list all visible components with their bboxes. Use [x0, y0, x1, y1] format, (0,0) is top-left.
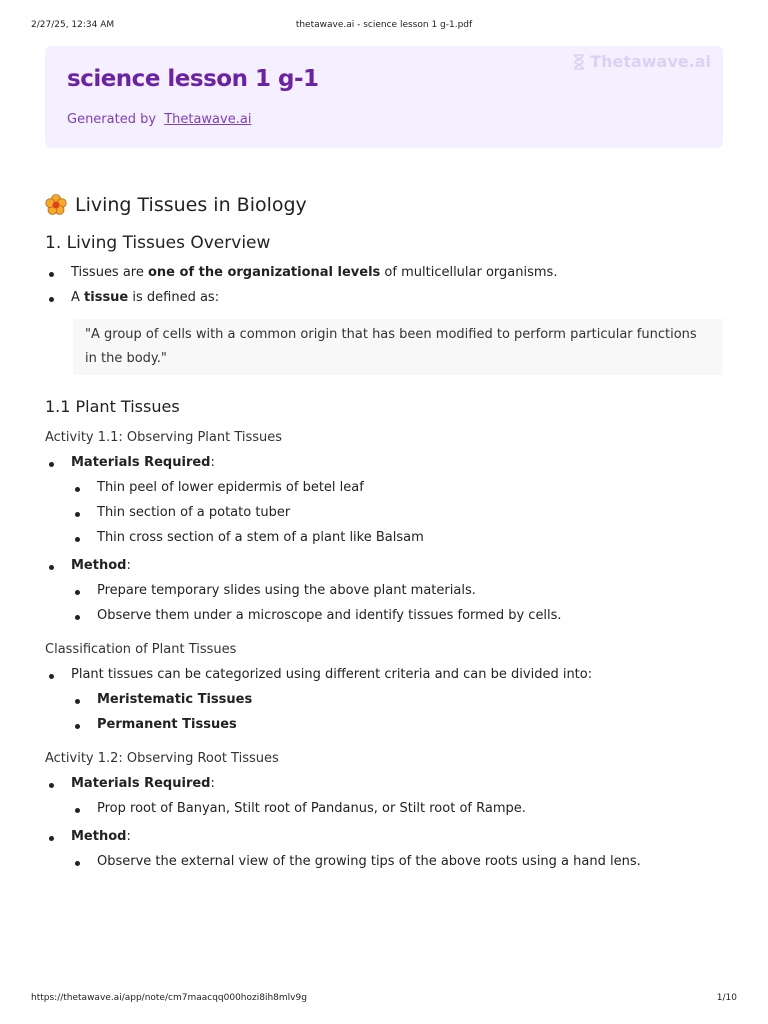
list-item: Materials Required: Prop root of Banyan, Stilt root of Pandanus, or Stilt root of Rampe.	[45, 776, 723, 816]
activity-2-list	[45, 776, 723, 869]
note-content	[45, 194, 723, 869]
list-item: Observe them under a microscope and identify tissues formed by cells.	[71, 608, 723, 623]
main-heading-text: Living Tissues in Biology	[75, 194, 307, 216]
list-item: A tissue is defined as:	[45, 290, 723, 305]
overview-heading: 1. Living Tissues Overview	[45, 233, 271, 253]
list-item: Prepare temporary slides using the above plant materials.	[71, 583, 723, 598]
definition-quote: "A group of cells with a common origin that has been modified to perform particular functions in the body."	[73, 319, 723, 375]
method-label: Method	[71, 829, 127, 844]
list-item: Thin peel of lower epidermis of betel leaf	[71, 480, 723, 495]
list-item: Observe the external view of the growing tips of the above roots using a hand lens.	[71, 854, 723, 869]
list-item: Tissues are one of the organizational levels of multicellular organisms.	[45, 265, 723, 280]
watermark	[572, 52, 711, 71]
watermark-text: Thetawave.ai	[590, 52, 711, 71]
materials-list	[71, 801, 723, 816]
activity-1-list	[45, 455, 723, 623]
materials-label: Materials Required	[71, 776, 211, 791]
list-item: Permanent Tissues	[71, 717, 723, 732]
plant-tissues-heading: 1.1 Plant Tissues	[45, 397, 180, 416]
list-item: Thin cross section of a stem of a plant like Balsam	[71, 530, 723, 545]
print-url: https://thetawave.ai/app/note/cm7maacqq000hozi8ih8mlv9g	[31, 993, 307, 1003]
activity-1-title: Activity 1.1: Observing Plant Tissues	[45, 430, 283, 445]
thetawave-link[interactable]: Thetawave.ai	[164, 112, 252, 127]
list-item: Method: Observe the external view of the growing tips of the above roots using a hand lens.	[45, 829, 723, 869]
hourglass-icon	[572, 54, 586, 70]
method-list	[71, 854, 723, 869]
list-item: Prop root of Banyan, Stilt root of Pandanus, or Stilt root of Rampe.	[71, 801, 723, 816]
generated-by-label: Generated by	[67, 112, 157, 127]
classification-title: Classification of Plant Tissues	[45, 642, 237, 657]
materials-label: Materials Required	[71, 455, 211, 470]
list-item: Materials Required: Thin peel of lower epidermis of betel leaf Thin section of a potato tuber Thin cross section of a stem of a plant like Balsam	[45, 455, 723, 545]
list-item: Plant tissues can be categorized using different criteria and can be divided into: Meristematic Tissues Permanent Tissues	[45, 667, 723, 732]
activity-2-title: Activity 1.2: Observing Root Tissues	[45, 751, 279, 766]
page-number: 1/10	[716, 993, 737, 1003]
materials-list	[71, 480, 723, 545]
classification-list	[45, 667, 723, 732]
list-item: Meristematic Tissues	[71, 692, 723, 707]
list-item: Method: Prepare temporary slides using the above plant materials. Observe them under a microscope and identify tissues formed by cells.	[45, 558, 723, 623]
note-banner	[45, 46, 723, 148]
bold-text: one of the organizational levels	[148, 265, 381, 280]
generated-by	[67, 112, 251, 127]
main-heading	[45, 194, 723, 216]
tissue-types-list	[71, 692, 723, 732]
note-title: science lesson 1 g-1	[67, 66, 319, 92]
method-label: Method	[71, 558, 127, 573]
method-list	[71, 583, 723, 623]
print-document-title: thetawave.ai - science lesson 1 g-1.pdf	[295, 20, 473, 30]
overview-list	[45, 265, 723, 305]
list-item: Thin section of a potato tuber	[71, 505, 723, 520]
print-date: 2/27/25, 12:34 AM	[31, 20, 115, 30]
bold-text: tissue	[84, 290, 129, 305]
flower-icon	[45, 194, 67, 216]
